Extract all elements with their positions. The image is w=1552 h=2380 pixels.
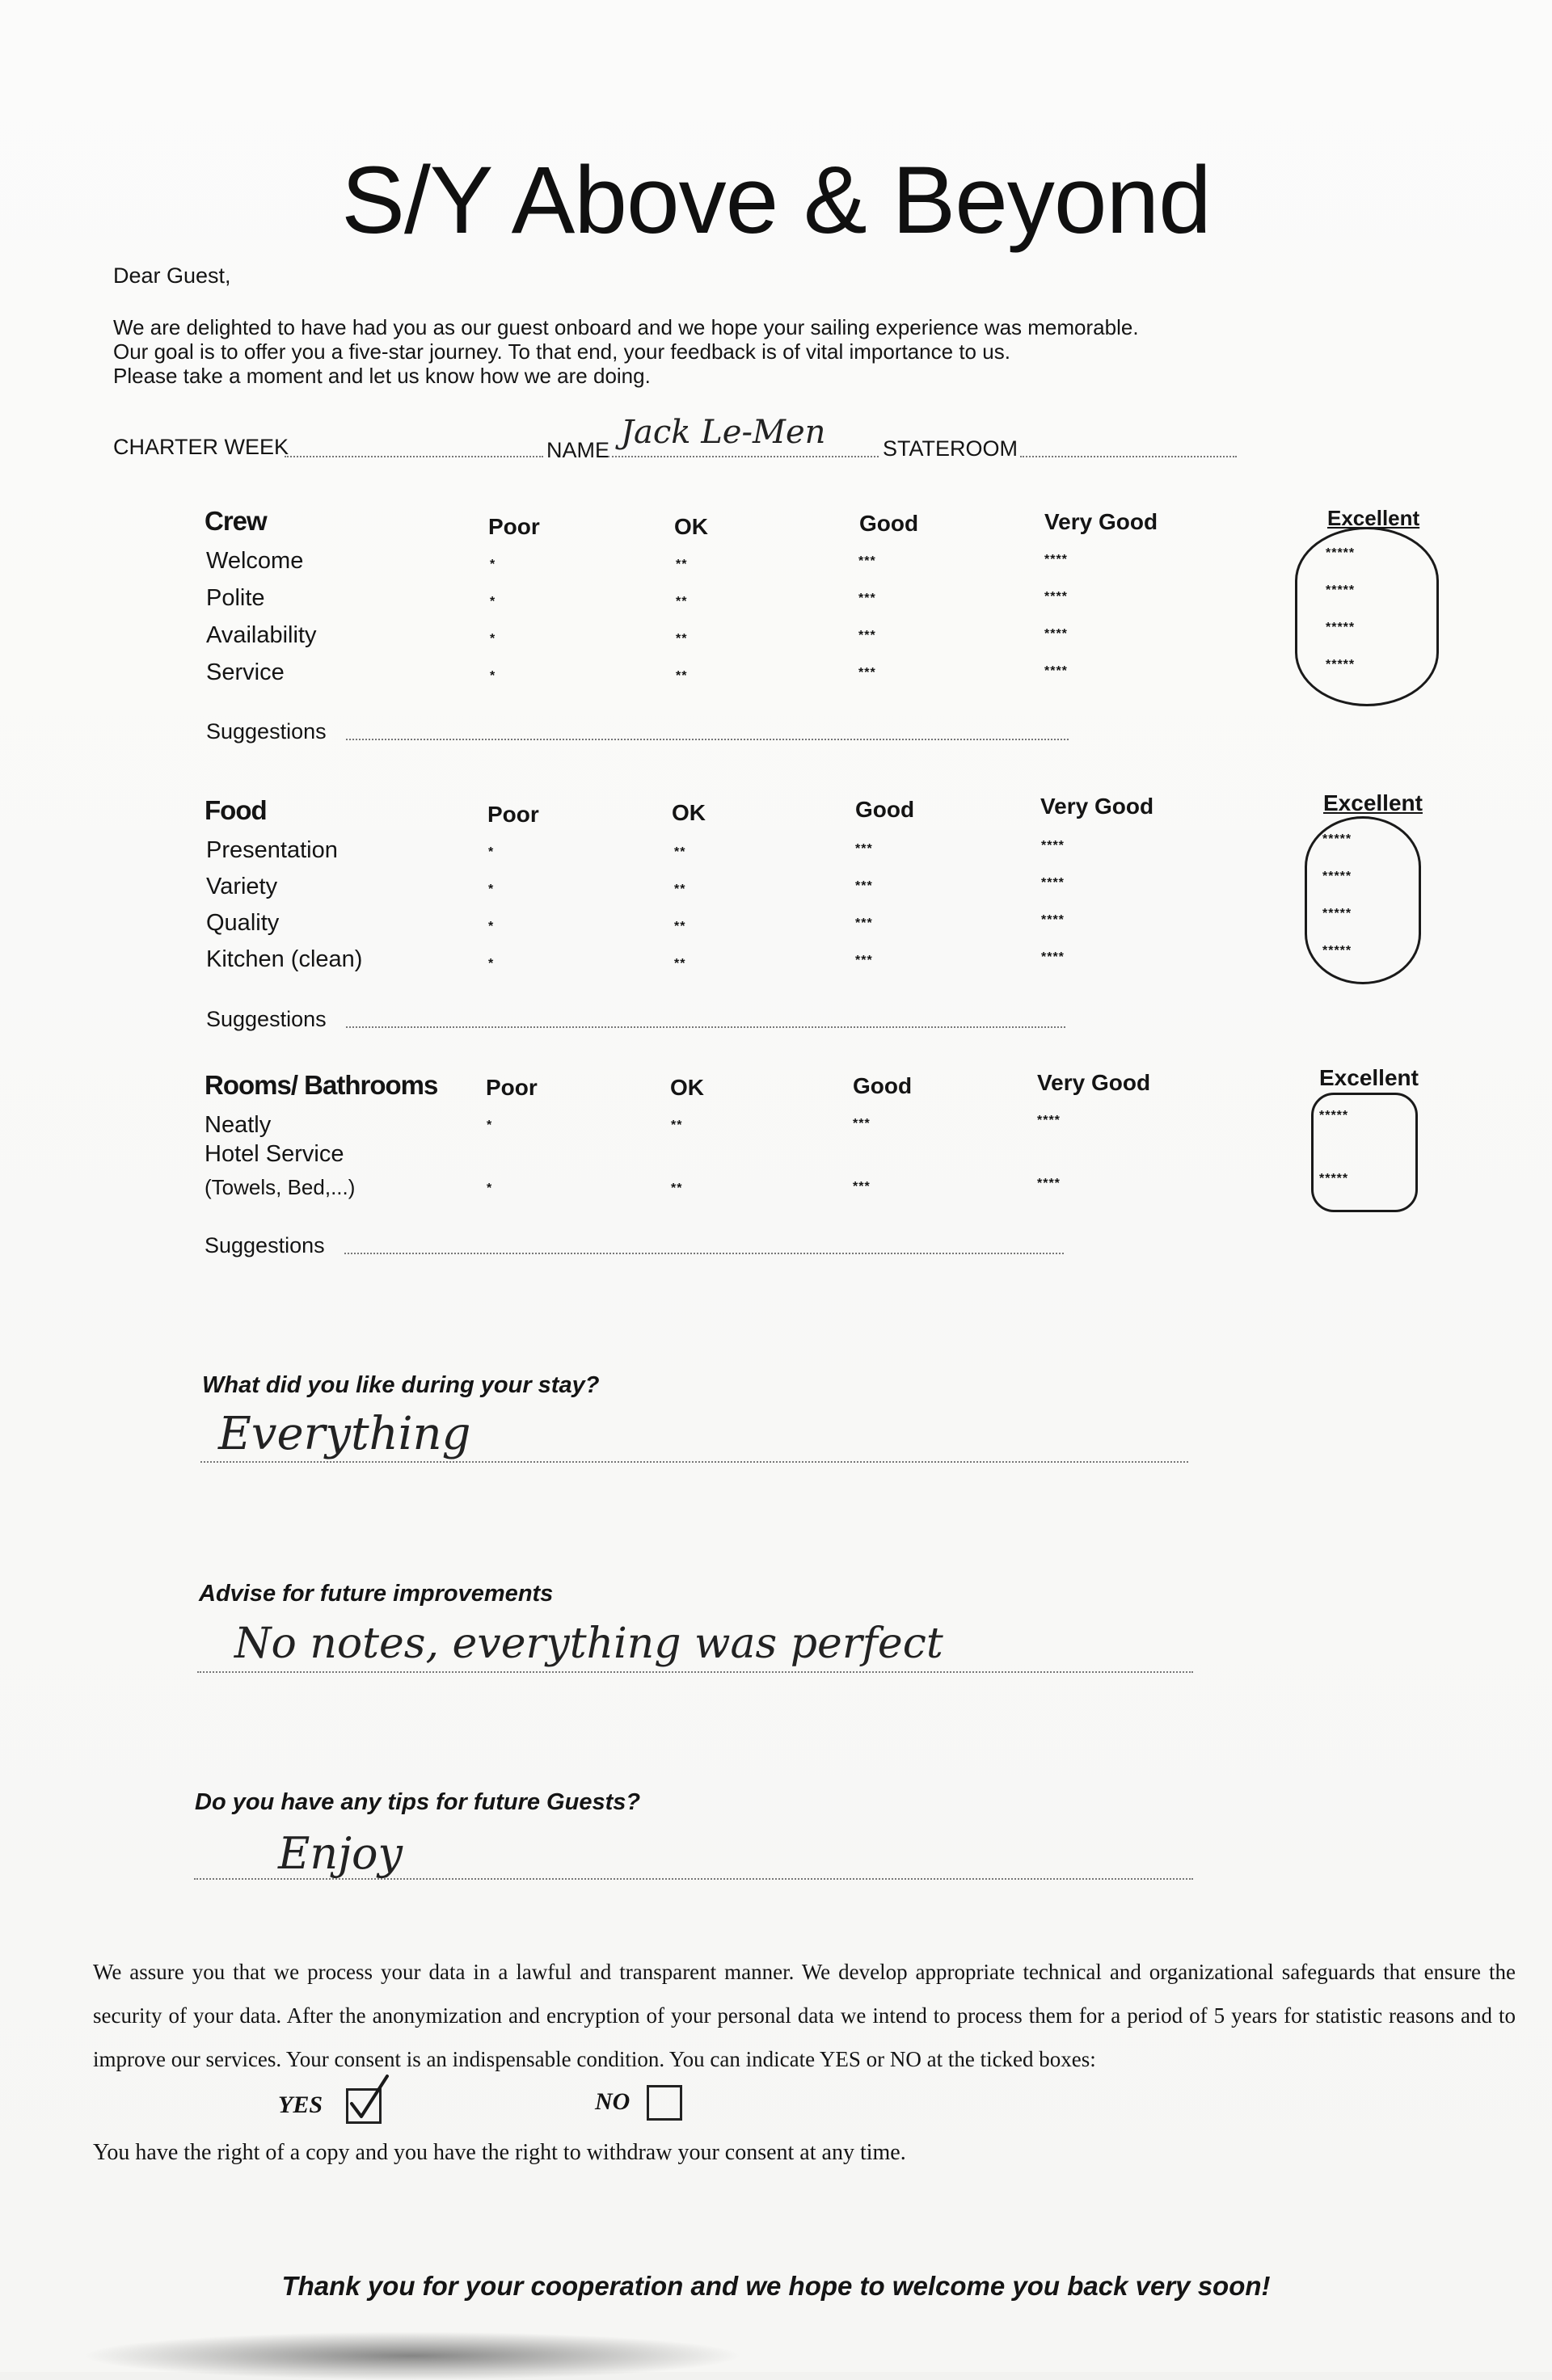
food-col-good: Good xyxy=(855,797,915,822)
name-field[interactable] xyxy=(608,456,879,457)
crew-service-poor[interactable]: * xyxy=(490,669,496,683)
food-row-kitchen: Kitchen (clean) xyxy=(206,946,363,972)
consent-no-checkbox[interactable] xyxy=(647,2085,682,2121)
food-quality-poor[interactable]: * xyxy=(488,920,495,933)
crew-service-good[interactable]: *** xyxy=(858,666,876,680)
food-presentation-ok[interactable]: ** xyxy=(674,845,686,859)
food-variety-very-good[interactable]: **** xyxy=(1041,876,1065,890)
crew-availability-very-good[interactable]: **** xyxy=(1044,627,1068,641)
improvements-answer-line[interactable] xyxy=(197,1671,1193,1673)
consent-no-label: NO xyxy=(595,2088,630,2115)
crew-service-ok[interactable]: ** xyxy=(676,669,688,683)
food-col-excellent: Excellent xyxy=(1323,790,1423,815)
crew-col-good: Good xyxy=(859,511,919,536)
food-presentation-excellent[interactable]: ***** xyxy=(1322,832,1352,846)
improvements-question: Advise for future improvements xyxy=(199,1581,554,1607)
crew-suggestions-field[interactable] xyxy=(346,739,1069,740)
rooms-hotel-poor[interactable]: * xyxy=(487,1182,493,1195)
crew-service-very-good[interactable]: **** xyxy=(1044,664,1068,678)
crew-polite-ok[interactable]: ** xyxy=(676,595,688,609)
consent-rights-text: You have the right of a copy and you have the right to withdraw your consent at any time. xyxy=(93,2140,906,2165)
food-col-poor: Poor xyxy=(487,802,539,827)
crew-welcome-very-good[interactable]: **** xyxy=(1044,553,1068,567)
intro-text xyxy=(113,315,1139,388)
rooms-neatly-ok[interactable]: ** xyxy=(671,1118,683,1132)
crew-section-title: Crew xyxy=(205,506,267,536)
food-row-variety: Variety xyxy=(206,874,278,899)
crew-row-service: Service xyxy=(206,659,285,685)
rooms-neatly-poor[interactable]: * xyxy=(487,1118,493,1132)
food-suggestions-label: Suggestions xyxy=(206,1007,327,1031)
rooms-hotel-good[interactable]: *** xyxy=(853,1180,871,1194)
checkmark-icon xyxy=(347,2073,392,2121)
crew-polite-good[interactable]: *** xyxy=(858,592,876,605)
food-row-presentation: Presentation xyxy=(206,837,338,863)
food-section-title: Food xyxy=(205,795,267,825)
crew-welcome-ok[interactable]: ** xyxy=(676,558,688,571)
food-quality-very-good[interactable]: **** xyxy=(1041,913,1065,927)
crew-col-poor: Poor xyxy=(488,514,540,539)
food-quality-ok[interactable]: ** xyxy=(674,920,686,933)
food-quality-good[interactable]: *** xyxy=(855,916,873,930)
stateroom-field[interactable] xyxy=(1020,456,1237,457)
tips-answer-line[interactable] xyxy=(194,1878,1193,1880)
intro-line-3: Please take a moment and let us know how we are doing. xyxy=(113,364,651,388)
rooms-col-excellent: Excellent xyxy=(1319,1065,1419,1090)
liked-question: What did you like during your stay? xyxy=(202,1372,600,1398)
food-kitchen-poor[interactable]: * xyxy=(488,957,495,971)
crew-col-excellent: Excellent xyxy=(1327,506,1420,530)
crew-welcome-good[interactable]: *** xyxy=(858,554,876,568)
page-title: S/Y Above & Beyond xyxy=(341,147,1211,254)
food-kitchen-ok[interactable]: ** xyxy=(674,957,686,971)
food-quality-excellent[interactable]: ***** xyxy=(1322,907,1352,920)
food-presentation-very-good[interactable]: **** xyxy=(1041,839,1065,853)
rooms-hotel-ok[interactable]: ** xyxy=(671,1182,683,1195)
crew-excellent-circle-mark xyxy=(1295,527,1439,706)
crew-availability-ok[interactable]: ** xyxy=(676,632,688,646)
tips-answer: Enjoy xyxy=(278,1828,403,1879)
crew-availability-excellent[interactable]: ***** xyxy=(1326,621,1356,634)
food-excellent-circle-mark xyxy=(1305,816,1421,984)
food-variety-ok[interactable]: ** xyxy=(674,882,686,896)
food-kitchen-excellent[interactable]: ***** xyxy=(1322,944,1352,958)
rooms-row-towels-bed: (Towels, Bed,...) xyxy=(205,1175,356,1199)
crew-suggestions-label: Suggestions xyxy=(206,719,327,743)
food-kitchen-very-good[interactable]: **** xyxy=(1041,950,1065,964)
rooms-col-very-good: Very Good xyxy=(1037,1070,1151,1095)
scan-shadow xyxy=(81,2332,744,2380)
rooms-suggestions-label: Suggestions xyxy=(205,1233,325,1257)
crew-welcome-poor[interactable]: * xyxy=(490,558,496,571)
crew-polite-very-good[interactable]: **** xyxy=(1044,590,1068,604)
rooms-suggestions-field[interactable] xyxy=(344,1253,1064,1254)
footer-thanks: Thank you for your cooperation and we hope to welcome you back very soon! xyxy=(281,2271,1271,2301)
rooms-hotel-very-good[interactable]: **** xyxy=(1037,1177,1061,1190)
consent-text: We assure you that we process your data in a lawful and transparent manner. We develop appropriate technical and organizational safeguards that ensure the security of your data. After the anonymization and encryption of your personal data we intend to process them for a period of 5 years for statistic reasons and to improve our services. Your consent is an indispensable condition. You can indicate YES or NO at the ticked boxes: xyxy=(93,1960,1516,2071)
name-value: Jack Le-Men xyxy=(621,414,826,451)
crew-availability-poor[interactable]: * xyxy=(490,632,496,646)
improvements-answer: No notes, everything was perfect xyxy=(234,1620,943,1668)
liked-answer-line[interactable] xyxy=(200,1461,1188,1463)
food-variety-good[interactable]: *** xyxy=(855,879,873,893)
food-kitchen-good[interactable]: *** xyxy=(855,954,873,967)
rooms-col-ok: OK xyxy=(670,1075,704,1100)
food-presentation-good[interactable]: *** xyxy=(855,842,873,856)
stateroom-label: STATEROOM xyxy=(883,436,1018,461)
rooms-neatly-good[interactable]: *** xyxy=(853,1117,871,1131)
consent-yes-label: YES xyxy=(278,2091,323,2118)
crew-polite-excellent[interactable]: ***** xyxy=(1326,583,1356,597)
crew-service-excellent[interactable]: ***** xyxy=(1326,658,1356,672)
crew-col-very-good: Very Good xyxy=(1044,509,1158,534)
crew-row-polite: Polite xyxy=(206,585,265,611)
rooms-neatly-excellent[interactable]: ***** xyxy=(1319,1109,1349,1123)
rooms-section-title: Rooms/ Bathrooms xyxy=(205,1070,438,1100)
crew-row-availability: Availability xyxy=(206,622,317,648)
rooms-hotel-excellent[interactable]: ***** xyxy=(1319,1172,1349,1186)
crew-welcome-excellent[interactable]: ***** xyxy=(1326,546,1356,560)
rooms-neatly-very-good[interactable]: **** xyxy=(1037,1114,1061,1127)
liked-answer: Everything xyxy=(218,1408,471,1460)
rooms-row-neatly: Neatly xyxy=(205,1112,272,1138)
rooms-excellent-circle-mark xyxy=(1311,1093,1418,1212)
greeting: Dear Guest, xyxy=(113,263,231,288)
rooms-col-good: Good xyxy=(853,1073,913,1098)
charter-week-label: CHARTER WEEK xyxy=(113,435,289,459)
food-suggestions-field[interactable] xyxy=(346,1026,1065,1028)
name-label: NAME xyxy=(546,438,610,462)
charter-week-field[interactable] xyxy=(285,456,543,457)
intro-line-1: We are delighted to have had you as our guest onboard and we hope your sailing experience was memorable. xyxy=(113,315,1139,339)
food-row-quality: Quality xyxy=(206,910,280,936)
food-col-ok: OK xyxy=(672,800,706,825)
rooms-row-hotel-service: Hotel Service xyxy=(205,1141,344,1167)
crew-polite-poor[interactable]: * xyxy=(490,595,496,609)
crew-col-ok: OK xyxy=(674,514,708,539)
crew-row-welcome: Welcome xyxy=(206,548,304,574)
rooms-col-poor: Poor xyxy=(486,1075,538,1100)
food-variety-poor[interactable]: * xyxy=(488,882,495,896)
crew-availability-good[interactable]: *** xyxy=(858,629,876,642)
tips-question: Do you have any tips for future Guests? xyxy=(195,1789,641,1815)
consent-yes-checkbox[interactable] xyxy=(346,2088,382,2124)
food-variety-excellent[interactable]: ***** xyxy=(1322,870,1352,883)
intro-line-2: Our goal is to offer you a five-star journey. To that end, your feedback is of vital importance to us. xyxy=(113,339,1010,364)
food-presentation-poor[interactable]: * xyxy=(488,845,495,859)
food-col-very-good: Very Good xyxy=(1040,794,1154,819)
